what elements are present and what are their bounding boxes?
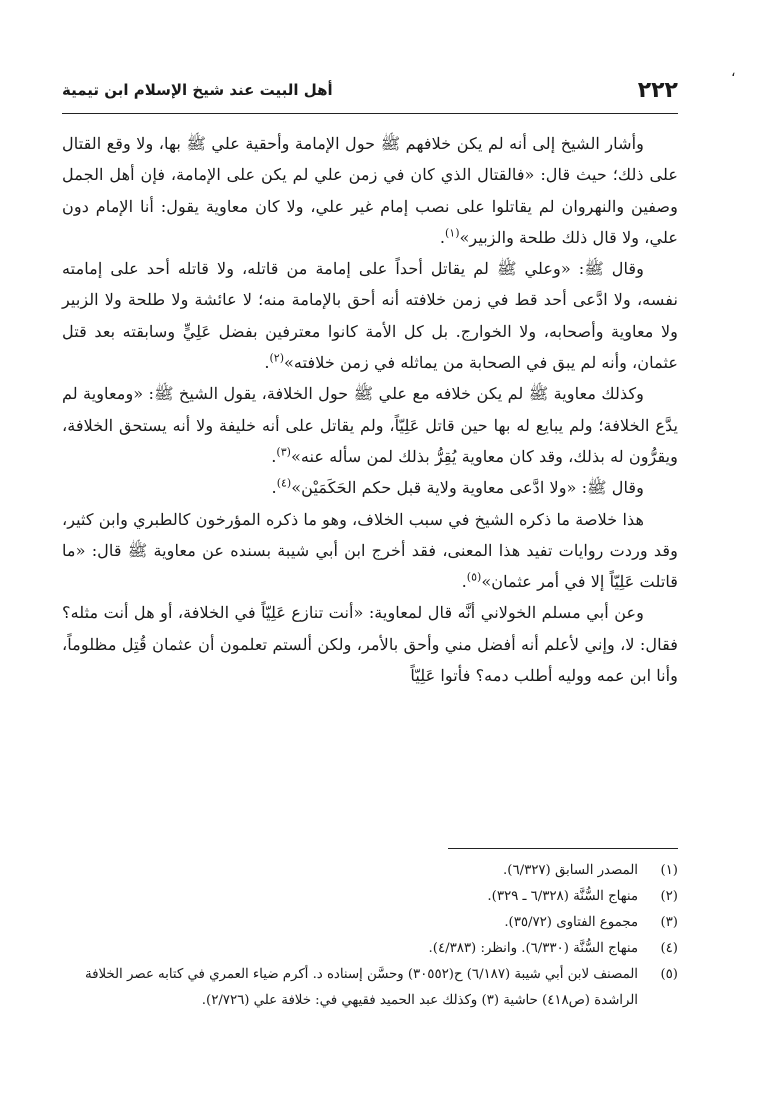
footnote-text: المصنف لابن أبي شيبة (٦/١٨٧) ح(٣٠٥٥٢) وحسَّن إسناده د. أكرم ضياء العمري في كتابه عصر الخلافة الراشدة (ص٤١٨) حاشية (٣) وكذلك عبد الحميد فقيهي في: خلافة علي (٢/٧٢٦).	[84, 967, 638, 1008]
paragraph-2	[62, 253, 678, 378]
footnote-number: (٤)	[660, 941, 678, 956]
footnote-text: مجموع الفتاوى (٣٥/٧٢).	[504, 915, 638, 930]
footnote-4	[62, 936, 678, 962]
footnote-text: المصدر السابق (٦/٣٢٧).	[503, 863, 638, 878]
paragraph-1	[62, 128, 678, 253]
paragraph-2-text: وقال ﷺ: «وعلي ﷺ لم يقاتل أحداً على إمامة من قاتله، ولا قاتله أحد على إمامته نفسه، ولا ادَّعى أحد قط في زمن خلافته أنه أحق بالإمامة منه؛ لا عائشة ولا طلحة ولا الزبير ولا معاوية وأصحابه، ولا الخوارج. بل كل الأمة كانوا معترفين بفضل عَلِيٍّ وسابقته بعد قتل عثمان، وأنه لم يبق في الصحابة من يماثله في زمن خلافته»	[62, 259, 678, 373]
paragraph-4-text: وقال ﷺ: «ولا ادَّعى معاوية ولاية قبل حكم الحَكَمَيْن»	[291, 478, 644, 498]
paragraph-1-text: وأشار الشيخ إلى أنه لم يكن خلافهم ﷺ حول الإمامة وأحقية علي ﷺ بها، ولا وقع القتال على ذلك؛ حيث قال: «فالقتال الذي كان في زمن علي لم يكن على الإمامة، فإن أهل الجمل وصفين والنهروان لم يقاتلوا على نصب إمام غير علي، ولا كان معاوية يقول: أنا الإمام دون علي، ولا قال ذلك طلحة والزبير»	[62, 134, 678, 247]
paragraph-3-tail: .	[271, 446, 277, 466]
paragraph-5-tail: .	[461, 572, 467, 592]
footnote-text: منهاج السُّنَّة (٦/٣٣٠). وانظر: (٤/٣٨٣).	[428, 941, 638, 956]
footnote-ref-2: (٢)	[269, 351, 284, 365]
paragraph-6	[62, 597, 678, 691]
paragraph-3	[62, 378, 678, 472]
footnote-number: (٥)	[660, 967, 678, 982]
footnote-ref-4: (٤)	[276, 476, 292, 490]
footnotes	[62, 858, 678, 1014]
paragraph-1-tail: .	[439, 227, 445, 247]
footnote-separator	[448, 848, 678, 849]
footnote-2	[62, 884, 678, 910]
corner-mark: ،	[731, 64, 736, 80]
page-header	[62, 78, 678, 110]
footnote-ref-5: (٥)	[466, 570, 482, 584]
page-number: ٢٢٢	[637, 78, 678, 103]
paragraph-5	[62, 504, 678, 598]
running-title: أهل البيت عند شيخ الإسلام ابن تيمية	[62, 81, 333, 99]
paragraph-4	[62, 472, 678, 503]
footnote-1	[62, 858, 678, 884]
paragraph-2-tail: .	[264, 353, 270, 373]
footnote-5	[62, 962, 678, 1014]
paragraph-3-text: وكذلك معاوية ﷺ لم يكن خلافه مع علي ﷺ حول الخلافة، يقول الشيخ ﷺ: «ومعاوية لم يدَّع الخلافة؛ ولم يبايع له بها حين قاتل عَلِيّاً، ولم يقاتل على أنه خليفة ولا أنه يستحق الخلافة، ويقرُّون له بذلك، وقد كان معاوية يُقِرُّ بذلك لمن سأله عنه»	[62, 384, 678, 466]
footnote-3	[62, 910, 678, 936]
footnote-number: (٣)	[660, 915, 678, 930]
footnote-text: منهاج السُّنَّة (٦/٣٢٨ ـ ٣٢٩).	[487, 889, 638, 904]
paragraph-6-text: وعن أبي مسلم الخولاني أنَّه قال لمعاوية: «أنت تنازع عَلِيّاً في الخلافة، أو هل أنت مثله؟ فقال: لا، وإني لأعلم أنه أفضل مني وأحق بالأمر، ولكن ألستم تعلمون أن عثمان قُتِل مظلوماً، وأنا ابن عمه ووليه أطلب دمه؟ فأتوا عَلِيّاً	[62, 603, 678, 686]
header-rule	[62, 113, 678, 114]
footnote-number: (١)	[660, 863, 678, 878]
footnote-ref-3: (٣)	[276, 445, 291, 459]
paragraph-4-tail: .	[271, 478, 277, 498]
body-text	[62, 128, 678, 691]
paragraph-5-text: هذا خلاصة ما ذكره الشيخ في سبب الخلاف، وهو ما ذكره المؤرخون كالطبري وابن كثير، وقد وردت روايات تفيد هذا المعنى، فقد أخرج ابن أبي شيبة بسنده عن معاوية ﷺ قال: «ما قاتلت عَلِيّاً إلا في أمر عثمان»	[62, 509, 678, 592]
footnote-number: (٢)	[660, 889, 678, 904]
footnote-ref-1: (١)	[444, 226, 460, 240]
